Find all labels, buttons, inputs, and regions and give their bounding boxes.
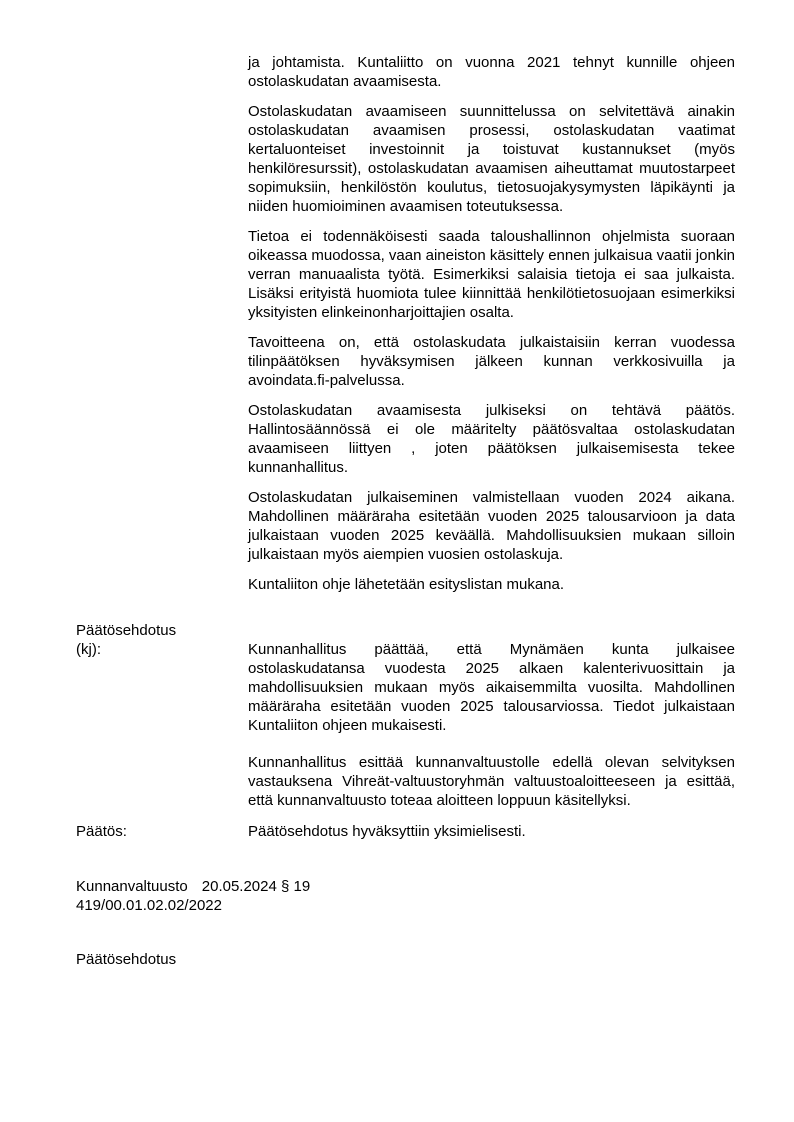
proposal-paragraph-2: Kunnanhallitus esittää kunnanvaltuustolle edellä olevan selvityksen vastauksena Vihreät-valtuustoryhmän valtuustoaloitteeseen ja esittää, että kunnanvaltuusto toteaa aloitteen loppuun käsitellyksi.	[248, 754, 735, 809]
decision-label: Päätös:	[76, 823, 127, 840]
case-number: 419/00.01.02.02/2022	[76, 897, 222, 914]
proposal-section	[76, 621, 794, 810]
body-text-column	[248, 53, 735, 594]
board-name: Kunnanvaltuusto	[76, 878, 188, 895]
paragraph-data-processing: Tietoa ei todennäköisesti saada taloushallinnon ohjelmista suoraan oikeassa muodossa, vaan aineiston käsittely ennen julkaisua vaatii jonkin verran manuaalista työtä. Esimerkiksi salaisia tietoja ei saa julkaista. Lisäksi erityistä huomiota tulee kiinnittää henkilötietosuojaan esimerkiksi yksityisten elinkeinonharjoittajien osalta.	[248, 228, 735, 321]
next-item-heading: Päätösehdotus	[76, 951, 177, 968]
paragraph-schedule: Ostolaskudatan julkaiseminen valmistellaan vuoden 2024 aikana. Mahdollinen määräraha esitetään vuoden 2025 talousarvioon ja data julkaistaan vuoden 2025 keväällä. Mahdollisuuksien mukaan silloin julkaistaan myös aiempien vuosien ostolaskuja.	[248, 489, 735, 563]
paragraph-continuation: ja johtamista. Kuntaliitto on vuonna 2021 tehnyt kunnille ohjeen ostolaskudatan avaamisesta.	[248, 54, 735, 90]
paragraph-attachment: Kuntaliiton ohje lähetetään esityslistan mukana.	[248, 576, 565, 593]
paragraph-goal: Tavoitteena on, että ostolaskudata julkaistaisiin kerran vuodessa tilinpäätöksen hyväksymisen jälkeen kunnan verkkosivuilla ja avoindata.fi-palvelussa.	[248, 334, 735, 389]
proposal-paragraph-1: Kunnanhallitus päättää, että Mynämäen kunta julkaisee ostolaskudatansa vuodesta 2025 alkaen kalenterivuosittain ja mahdollisuuksien mukaan myös aikaisemmilta vuosilta. Mahdollinen määräraha esitetään vuoden 2025 talousarviossa. Tiedot julkaistaan Kuntaliiton ohjeen mukaisesti.	[248, 641, 735, 734]
proposal-label	[76, 621, 248, 810]
date-and-section: 20.05.2024 § 19	[201, 878, 311, 895]
decision-section	[76, 822, 794, 841]
proposal-body	[248, 621, 735, 810]
proposal-label-line1: Päätösehdotus	[76, 622, 177, 639]
next-item-block	[76, 877, 794, 969]
paragraph-planning: Ostolaskudatan avaamiseen suunnittelussa on selvitettävä ainakin ostolaskudatan avaamisen prosessi, ostolaskudatan vaatimat kertaluonteiset investoinnit ja toistuvat kustannukset (myös henkilöresurssit), ostolaskudatan avaamisen aiheuttamat muutostarpeet sopimuksiin, henkilöstön koulutus, tietosuojakysymysten läpikäynti ja niiden huomioiminen avaamisen toteutuksessa.	[248, 103, 735, 215]
decision-body	[248, 822, 735, 841]
decision-text: Päätösehdotus hyväksyttiin yksimielisesti.	[248, 823, 526, 840]
proposal-label-line2: (kj):	[76, 641, 101, 658]
next-item-header	[76, 877, 794, 896]
paragraph-decision-needed: Ostolaskudatan avaamisesta julkiseksi on tehtävä päätös. Hallintosäännössä ei ole määritelty päätösvaltaa ostolaskudatan avaamiseen liittyen , joten päätöksen julkaisemisesta tekee kunnanhallitus.	[248, 402, 735, 476]
